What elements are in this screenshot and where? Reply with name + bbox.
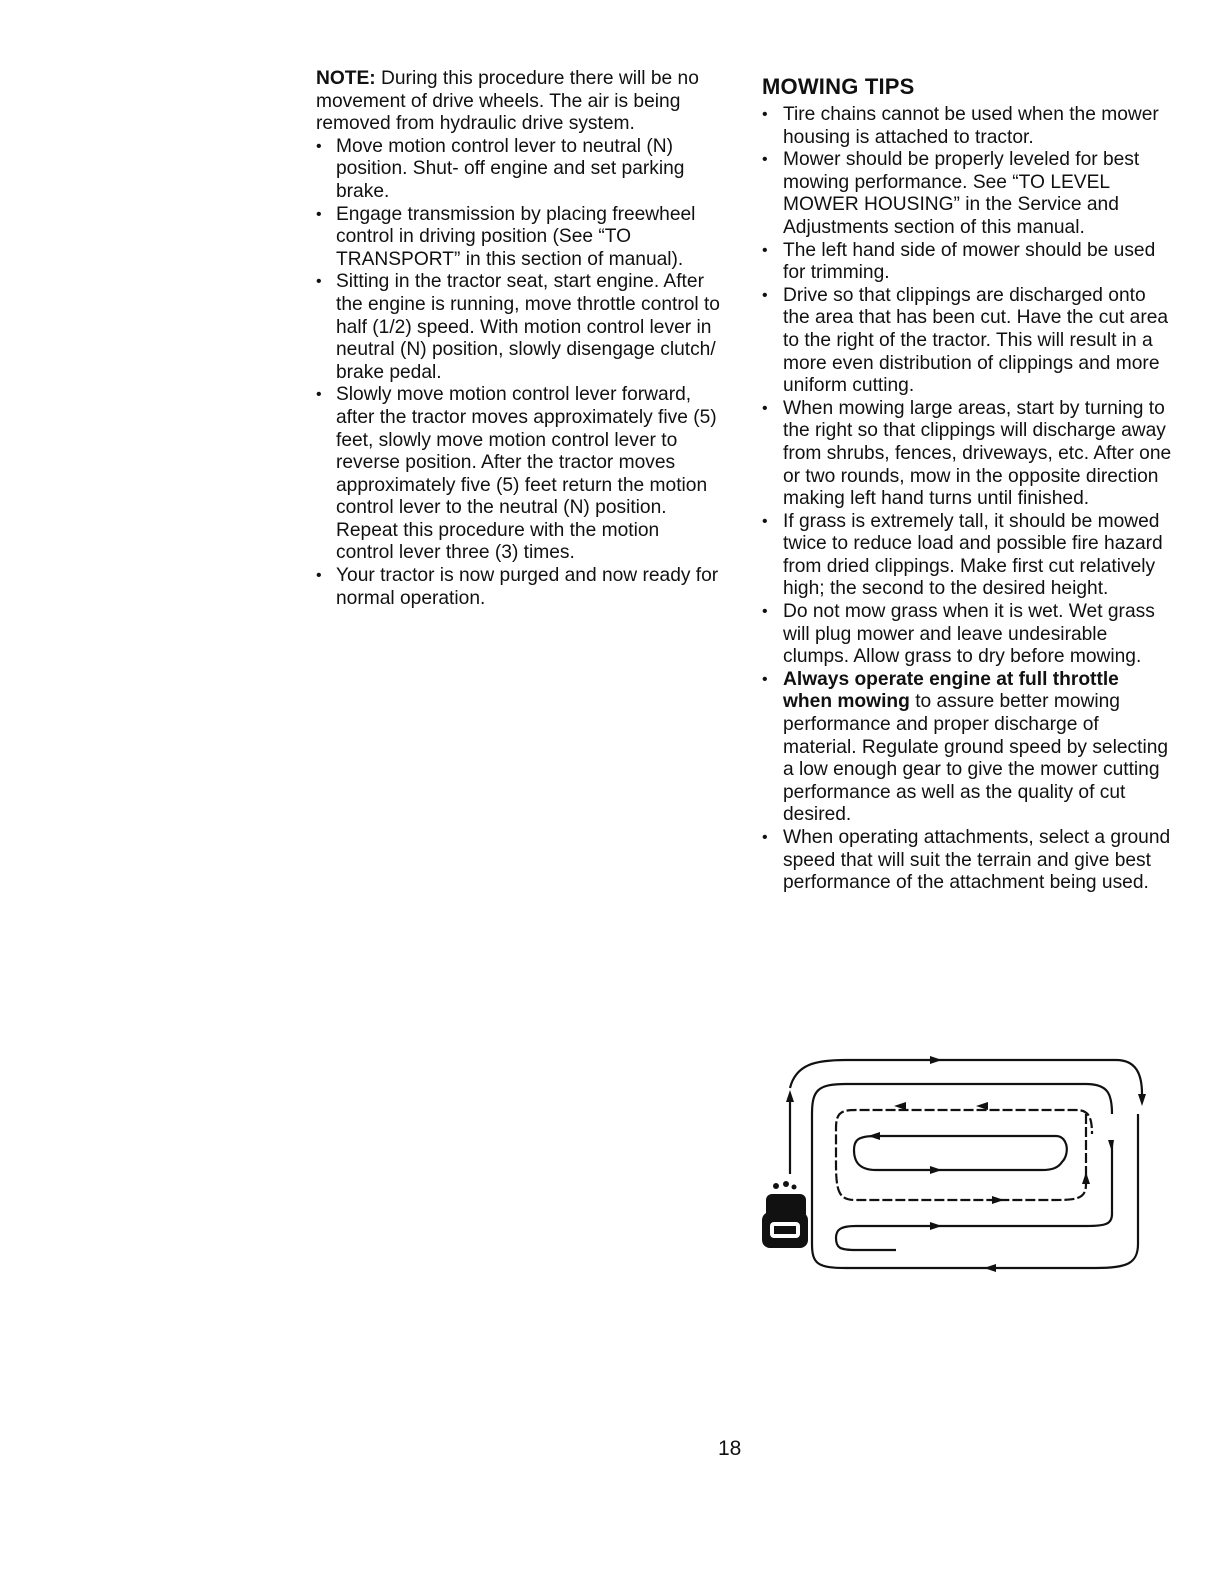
list-item: • Engage transmission by placing freewheel control in driving position (See “TO TRANSPORT” in this section of manual).: [316, 204, 722, 272]
page-number: 18: [718, 1437, 742, 1460]
innermost-loop-path: [854, 1136, 1067, 1170]
mowing-pattern-diagram: [756, 1054, 1148, 1294]
list-item: • When mowing large areas, start by turning to the right so that clippings will discharge away from shrubs, fences, driveways, etc. After one or two rounds, mow in the opposite direction making left hand turns until finished.: [762, 398, 1172, 511]
tractor-icon: [762, 1181, 808, 1248]
throttle-tip-bold: Always operate engine at full throttle when mowing: [783, 668, 1119, 713]
purge-steps-list: [316, 136, 722, 610]
second-loop-path: [812, 1084, 1138, 1268]
list-item: • Drive so that clippings are discharged onto the area that has been cut. Have the cut area to the right of the tractor. This will result in a more even distribution of clippings and more uniform cutting.: [762, 285, 1172, 398]
list-item: • If grass is extremely tall, it should be mowed twice to reduce load and possible fire hazard from dried clippings. Make first cut relatively high; the second to the desired height.: [762, 511, 1172, 601]
right-column: [762, 74, 1172, 895]
list-item: • Do not mow grass when it is wet. Wet grass will plug mower and leave undesirable clumps. Allow grass to dry before mowing.: [762, 601, 1172, 669]
arrow-icon: [930, 1166, 942, 1174]
arrow-icon: [868, 1132, 880, 1140]
list-item: • Sitting in the tractor seat, start engine. After the engine is running, move throttle control to half (1/2) speed. With motion control lever in neutral (N) position, slowly disengage clutch/ brake pedal.: [316, 271, 722, 384]
outer-path-top: [790, 1060, 1142, 1094]
mowing-pattern-svg: [756, 1054, 1148, 1294]
note-text: During this procedure there will be no movement of drive wheels. The air is being removed from hydraulic drive system.: [316, 68, 699, 135]
left-column: [316, 68, 722, 610]
list-item: • Mower should be properly leveled for best mowing performance. See “TO LEVEL MOWER HOUSING” in the Service and Adjustments section of this manual.: [762, 149, 1172, 239]
list-item: • Move motion control lever to neutral (N) position. Shut- off engine and set parking brake.: [316, 136, 722, 204]
arrow-icon: [1138, 1094, 1146, 1106]
arrow-icon: [976, 1102, 988, 1110]
list-item: • The left hand side of mower should be used for trimming.: [762, 240, 1172, 285]
mowing-paths: [790, 1060, 1142, 1268]
third-loop-path: [836, 1110, 1092, 1200]
arrow-icon: [992, 1196, 1004, 1204]
arrow-icon: [894, 1102, 906, 1110]
arrow-icon: [930, 1222, 942, 1230]
arrow-icon: [930, 1056, 942, 1064]
direction-arrows: [786, 1056, 1146, 1272]
note-label: NOTE:: [316, 68, 376, 89]
inner-return-path: [836, 1144, 1112, 1250]
list-item-throttle: [762, 669, 1172, 827]
list-item: • Tire chains cannot be used when the mower housing is attached to tractor.: [762, 104, 1172, 149]
throttle-tip-text: to assure better mowing performance and proper discharge of material. Regulate ground speed by selecting a low enough gear to give the mower cutting performance as well as the quality of cut desired.: [783, 691, 1169, 826]
list-item: • When operating attachments, select a ground speed that will suit the terrain and give best performance of the attachment being used.: [762, 827, 1172, 895]
arrow-icon: [984, 1264, 996, 1272]
mowing-tips-list: [762, 104, 1172, 895]
arrow-icon: [1082, 1172, 1090, 1184]
section-title: MOWING TIPS: [762, 74, 915, 99]
arrow-icon: [786, 1090, 794, 1102]
list-item: • Slowly move motion control lever forward, after the tractor moves approximately five (5) feet, slowly move motion control lever to reverse position. After the tractor moves approximately five (5) feet return the motion control lever to the neutral (N) position. Repeat this procedure with the motion control lever three (3) times.: [316, 384, 722, 565]
note-paragraph: [316, 68, 722, 136]
list-item: • Your tractor is now purged and now ready for normal operation.: [316, 565, 722, 610]
